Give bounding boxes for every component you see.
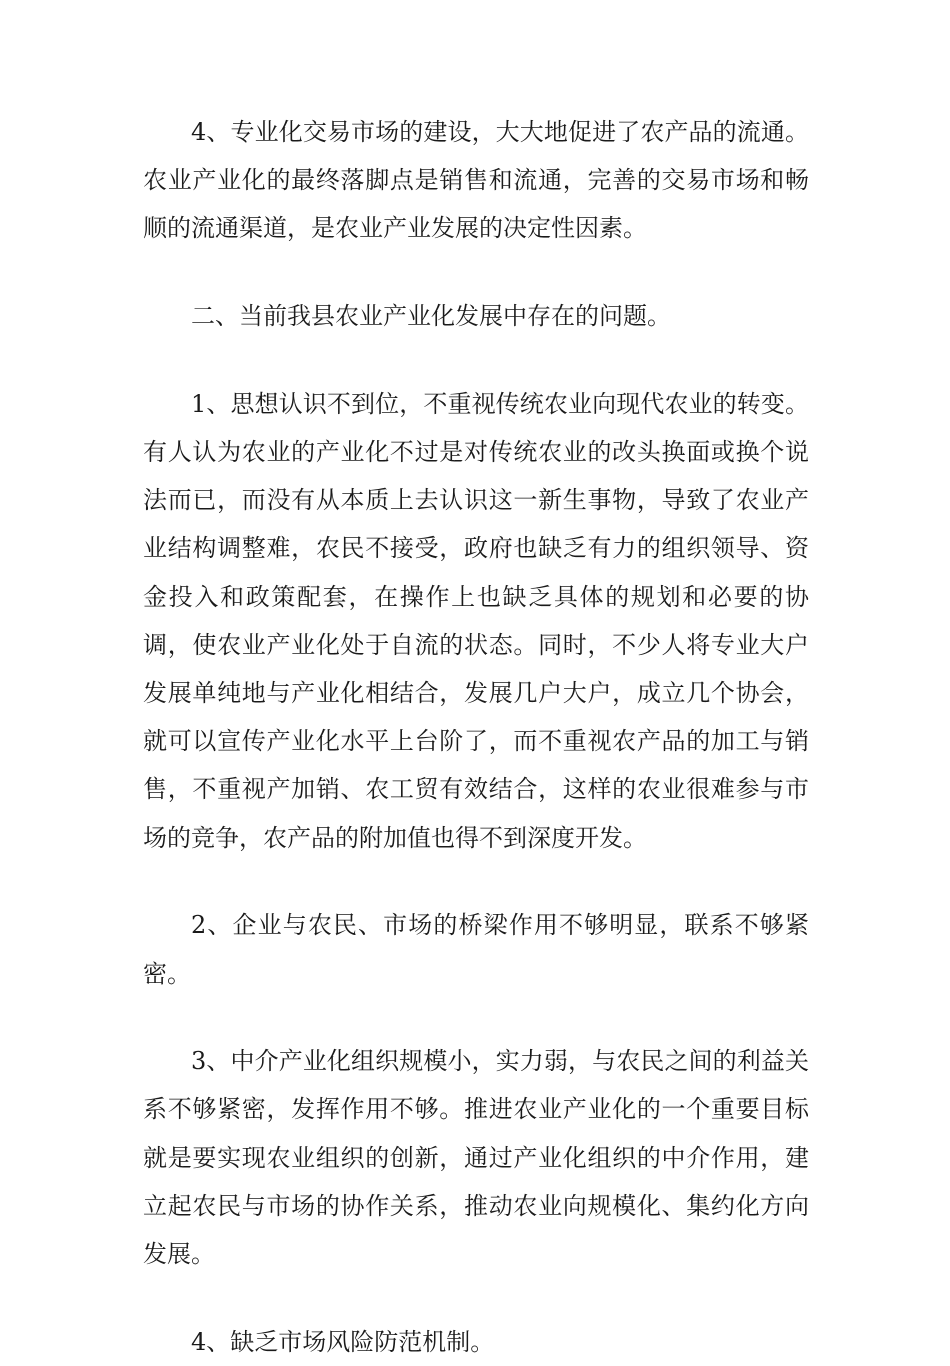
paragraph-enterprise-bridge: 2、企业与农民、市场的桥梁作用不够明显，联系不够紧密。 [143, 911, 809, 988]
document-body [143, 108, 809, 1366]
paragraph-awareness: 1、思想认识不到位，不重视传统农业向现代农业的转变。有人认为农业的产业化不过是对传统农业的改头换面或换个说法而已，而没有从本质上去认识这一新生事物，导致了农业产业结构调整难，农民不接受，政府也缺乏有力的组织领导、资金投入和政策配套，在操作上也缺乏具体的规划和必要的协调，使农业产业化处于自流的状态。同时，不少人将专业大户发展单纯地与产业化相结合，发展几户大户，成立几个协会，就可以宣传产业化水平上台阶了，而不重视农产品的加工与销售，不重视产加销、农工贸有效结合，这样的农业很难参与市场的竞争，农产品的附加值也得不到深度开发。 [143, 389, 809, 852]
paragraph-risk-mechanism: 4、缺乏市场风险防范机制。 [191, 1327, 495, 1356]
paragraph-market-construction: 4、专业化交易市场的建设，大大地促进了农产品的流通。农业产业化的最终落脚点是销售和流通，完善的交易市场和畅顺的流通渠道，是农业产业发展的决定性因素。 [143, 118, 809, 243]
paragraph-intermediary-organizations: 3、中介产业化组织规模小，实力弱，与农民之间的利益关系不够紧密，发挥作用不够。推进农业产业化的一个重要目标就是要实现农业组织的创新，通过产业化组织的中介作用，建立起农民与市场的协作关系，推动农业向规模化、集约化方向发展。 [143, 1047, 809, 1269]
section-heading-problems: 二、当前我县农业产业化发展中存在的问题。 [191, 302, 671, 331]
